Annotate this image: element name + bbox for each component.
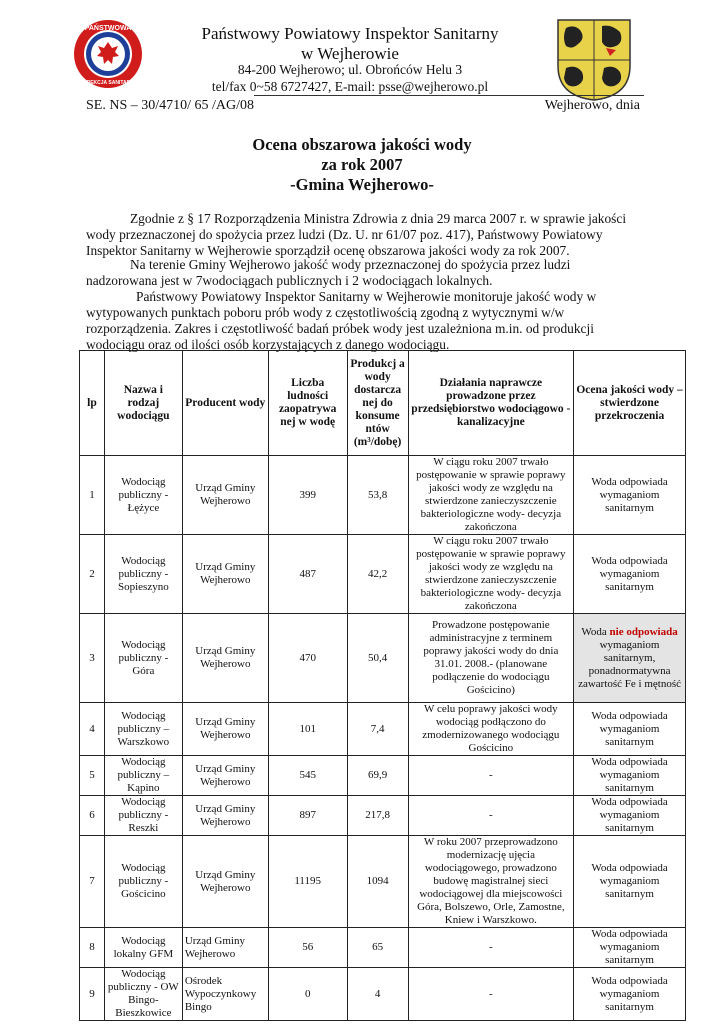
cell-producer: Urząd Gminy Wejherowo [182, 614, 268, 703]
cell-assessment: Woda odpowiada wymaganiom sanitarnym [574, 796, 686, 836]
cell-people: 897 [268, 796, 347, 836]
cell-lp: 1 [80, 456, 105, 535]
p1-line3: Inspektor Sanitarny w Wejherowie sporządził ocenę obszarowa jakości wody za rok 2007. [86, 243, 570, 258]
cell-people: 470 [268, 614, 347, 703]
table-row [80, 836, 686, 928]
table-row [80, 796, 686, 836]
cell-actions: - [408, 796, 574, 836]
table-row [80, 456, 686, 535]
cell-people: 101 [268, 703, 347, 756]
cell-assessment: Woda odpowiada wymaganiom sanitarnym [574, 456, 686, 535]
cell-assessment: Woda odpowiada wymaganiom sanitarnym [574, 703, 686, 756]
cell-actions: Prowadzone postępowanie administracyjne z terminem poprawy jakości wody do dnia 31.01. 2008.- (planowane podłączenie do wodociągu Gościcino) [408, 614, 574, 703]
cell-assessment: Woda odpowiada wymaganiom sanitarnym [574, 928, 686, 968]
reference-number: SE. NS – 30/4710/ 65 /AG/08 [86, 98, 255, 113]
sanitary-inspection-logo-icon [72, 18, 144, 90]
cell-producer: Urząd Gminy Wejherowo [182, 756, 268, 796]
cell-actions: W roku 2007 przeprowadzono modernizację ujęcia wodociągowego, prowadzono budowę magistralnej sieci wodociągowej dla miejscowości Góra, Bolszewo, Orle, Zamostne, Kniew i Warszkowo. [408, 836, 574, 928]
cell-name: Wodociąg publiczny – Warszkowo [104, 703, 182, 756]
cell-people: 56 [268, 928, 347, 968]
cell-name: Wodociąg lokalny GFM [104, 928, 182, 968]
doc-title-line3: -Gmina Wejherowo- [290, 175, 434, 194]
cell-producer: Urząd Gminy Wejherowo [182, 703, 268, 756]
table-header-row [80, 351, 686, 456]
assessment-negative: nie odpowiada [609, 625, 678, 638]
paragraph-1 [86, 211, 640, 259]
org-address: 84-200 Wejherowo; ul. Obrońców Helu 3 [237, 62, 463, 77]
cell-actions: - [408, 756, 574, 796]
table-row [80, 703, 686, 756]
paragraph-3 [86, 289, 640, 353]
col-header-lp: lp [80, 351, 105, 456]
table-row [80, 756, 686, 796]
cell-production: 53,8 [347, 456, 408, 535]
cell-lp: 9 [80, 968, 105, 1021]
coat-of-arms-icon [556, 18, 632, 102]
table-row [80, 535, 686, 614]
doc-title-line1: Ocena obszarowa jakości wody [252, 135, 472, 154]
assessment-detail: wymaganiom sanitarnym, ponadnormatywna zawartość Fe i mętność [578, 638, 682, 690]
cell-actions: - [408, 968, 574, 1021]
cell-actions: - [408, 928, 574, 968]
p2-line2: nadzorowana jest w 7wodociągach publicznych i 2 wodociągach lokalnych. [86, 273, 493, 288]
col-header-actions: Działania naprawcze prowadzone przez przedsiębiorstwo wodociągowo - kanalizacyjne [408, 351, 574, 456]
org-name-line1: Państwowy Powiatowy Inspektor Sanitarny [201, 24, 499, 43]
p3-line2: wytypowanych punktach poboru prób wody z częstotliwością zgodną z wytycznymi w/w [86, 305, 565, 320]
cell-production: 7,4 [347, 703, 408, 756]
cell-lp: 5 [80, 756, 105, 796]
col-header-name: Nazwa i rodzaj wodociągu [104, 351, 182, 456]
p2-line1: Na terenie Gminy Wejherowo jakość wody przeznaczonej do spożycia przez ludzi [130, 257, 571, 272]
cell-actions: W ciągu roku 2007 trwało postępowanie w sprawie poprawy jakości wody ze względu na stwierdzone zanieczyszczenie bakteriologiczne wody- decyzja zakończona [408, 456, 574, 535]
cell-assessment: Woda odpowiada wymaganiom sanitarnym [574, 836, 686, 928]
header-divider [254, 95, 644, 96]
cell-name: Wodociąg publiczny - Góra [104, 614, 182, 703]
cell-production: 1094 [347, 836, 408, 928]
cell-actions: W celu poprawy jakości wody wodociąg podłączono do zmodernizowanego wodociągu Gościcino [408, 703, 574, 756]
cell-production: 69,9 [347, 756, 408, 796]
cell-people: 487 [268, 535, 347, 614]
cell-people: 11195 [268, 836, 347, 928]
org-contact: tel/fax 0~58 6727427, E-mail: psse@wejherowo.pl [211, 79, 489, 94]
col-header-assessment: Ocena jakości wody – stwierdzone przekroczenia [574, 351, 686, 456]
cell-lp: 3 [80, 614, 105, 703]
cell-name: Wodociąg publiczny - Sopieszyno [104, 535, 182, 614]
p1-line2: wody przeznaczonej do spożycia przez ludzi (Dz. U. nr 61/07 poz. 417), Państwowy Powiatowy [86, 227, 603, 242]
cell-lp: 6 [80, 796, 105, 836]
logo-text-bottom: INSPEKCJA SANITARNA [78, 80, 138, 86]
cell-actions: W ciągu roku 2007 trwało postępowanie w sprawie poprawy jakości wody ze względu na stwierdzone zanieczyszczenie bakteriologiczne wody- decyzja zakończona [408, 535, 574, 614]
cell-name: Wodociąg publiczny - OW Bingo-Bieszkowice [104, 968, 182, 1021]
col-header-people: Liczba ludności zaopatrywa nej w wodę [268, 351, 347, 456]
cell-producer: Urząd Gminy Wejherowo [182, 836, 268, 928]
col-header-producer: Producent wody [182, 351, 268, 456]
cell-name: Wodociąg publiczny - Łężyce [104, 456, 182, 535]
cell-lp: 2 [80, 535, 105, 614]
p3-line3: rozporządzenia. Zakres i częstotliwość badań próbek wody jest uzależniona m.in. od produkcji [86, 321, 594, 336]
cell-name: Wodociąg publiczny – Kąpino [104, 756, 182, 796]
cell-production: 217,8 [347, 796, 408, 836]
paragraph-2 [86, 257, 640, 289]
org-name-line2: w Wejherowie [301, 44, 399, 63]
cell-producer: Urząd Gminy Wejherowo [182, 535, 268, 614]
logo-text-top: PAŃSTWOWA [84, 25, 132, 32]
cell-production: 42,2 [347, 535, 408, 614]
cell-name: Wodociąg publiczny - Gościcino [104, 836, 182, 928]
assessment-prefix: Woda [581, 625, 610, 638]
cell-assessment: Woda odpowiada wymaganiom sanitarnym [574, 968, 686, 1021]
cell-assessment: Woda odpowiada wymaganiom sanitarnym [574, 535, 686, 614]
cell-name: Wodociąg publiczny - Reszki [104, 796, 182, 836]
cell-people: 399 [268, 456, 347, 535]
cell-assessment [574, 614, 686, 703]
water-quality-table [79, 350, 686, 1021]
p3-line4: wodociągu oraz od ilości osób korzystających z danego wodociągu. [86, 337, 450, 352]
cell-production: 50,4 [347, 614, 408, 703]
table-row [80, 928, 686, 968]
cell-assessment: Woda odpowiada wymaganiom sanitarnym [574, 756, 686, 796]
cell-people: 0 [268, 968, 347, 1021]
table-row [80, 968, 686, 1021]
cell-production: 65 [347, 928, 408, 968]
col-header-production-text: Produkcj a wody dostarcza nej do konsume ntów [350, 357, 405, 435]
cell-producer: Urząd Gminy Wejherowo [182, 456, 268, 535]
p1-line1: Zgodnie z § 17 Rozporządzenia Ministra Zdrowia z dnia 29 marca 2007 r. w sprawie jakości [130, 211, 627, 226]
cell-lp: 7 [80, 836, 105, 928]
cell-producer: Ośrodek Wypoczynkowy Bingo [182, 968, 268, 1021]
cell-producer: Urząd Gminy Wejherowo [182, 796, 268, 836]
doc-title-line2: za rok 2007 [321, 155, 403, 174]
cell-producer: Urząd Gminy Wejherowo [182, 928, 268, 968]
col-header-production [347, 351, 408, 456]
cell-production: 4 [347, 968, 408, 1021]
table-row [80, 614, 686, 703]
col-header-production-unit: (m³/dobę) [353, 435, 402, 448]
p3-line1: Państwowy Powiatowy Inspektor Sanitarny w Wejherowie monitoruje jakość wody w [136, 289, 597, 304]
place-date: Wejherowo, dnia [544, 98, 640, 113]
cell-lp: 4 [80, 703, 105, 756]
cell-people: 545 [268, 756, 347, 796]
cell-lp: 8 [80, 928, 105, 968]
